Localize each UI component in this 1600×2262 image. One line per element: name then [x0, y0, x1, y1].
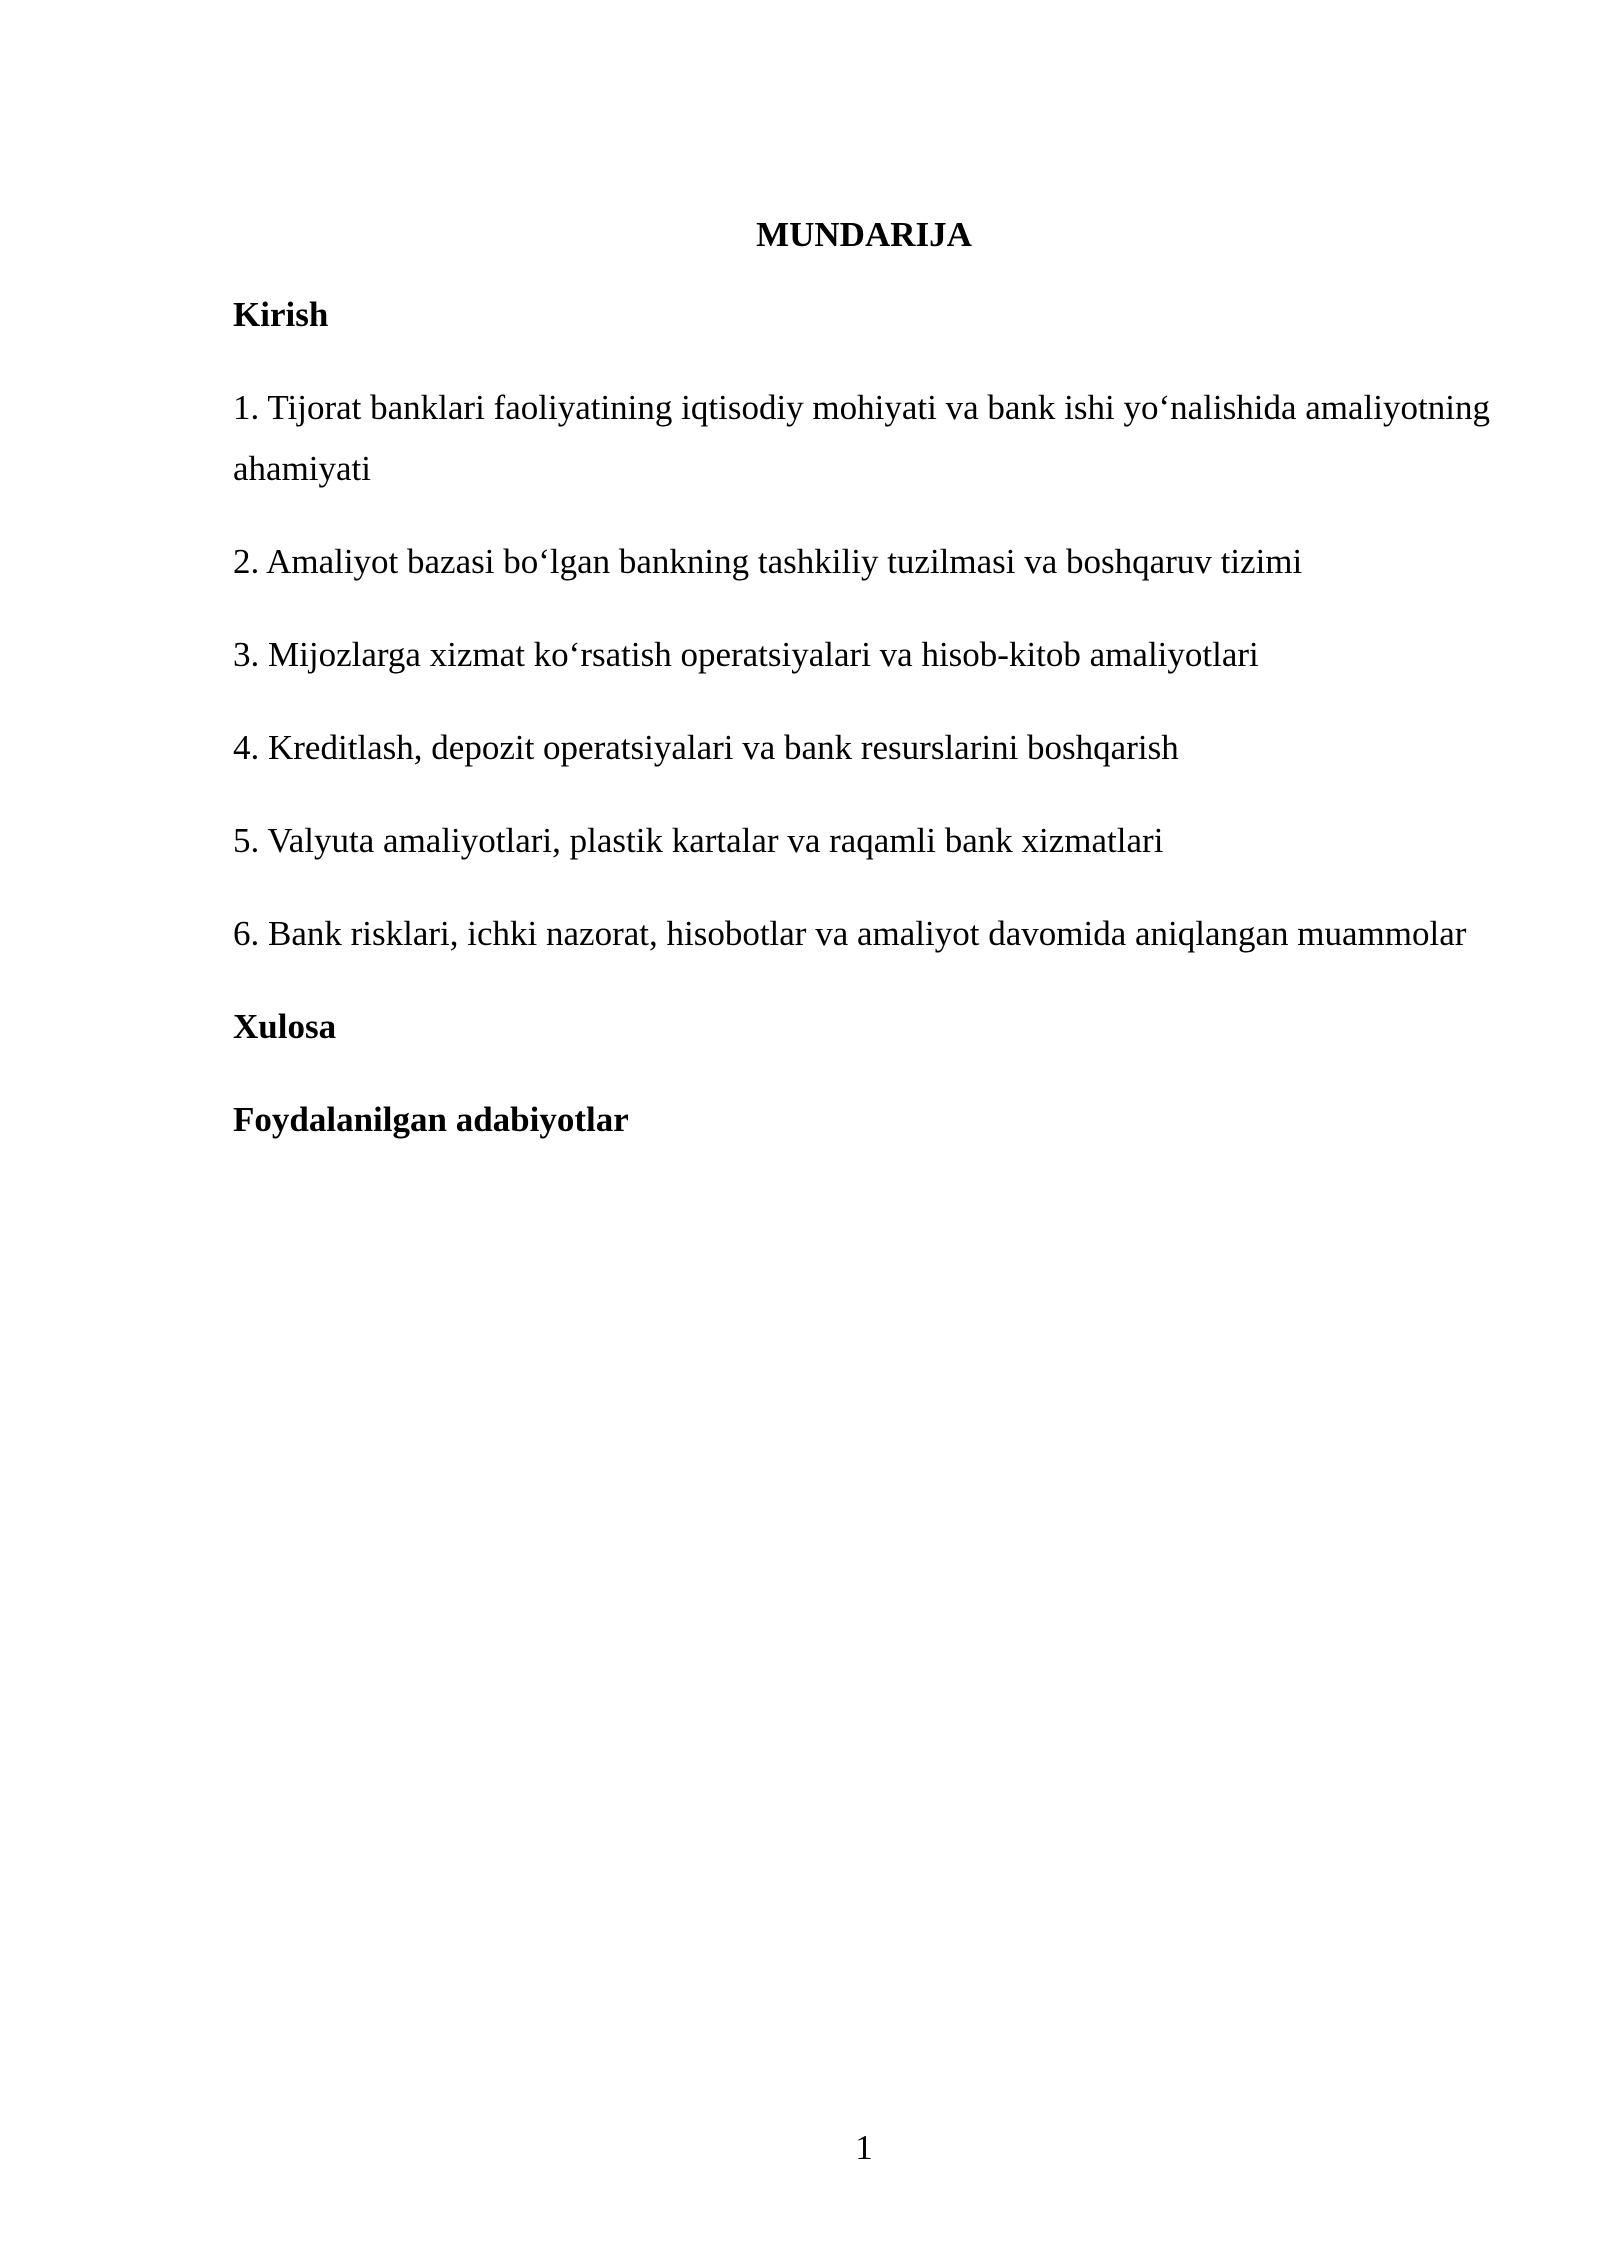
toc-item-5: 5. Valyuta amaliyotlari, plastik kartalar va raqamli bank xizmatlari — [233, 821, 1164, 860]
section-xulosa: Xulosa — [233, 1007, 337, 1046]
toc-item-4: 4. Kreditlash, depozit operatsiyalari va bank resurslarini boshqarish — [233, 728, 1179, 767]
section-adabiyotlar: Foydalanilgan adabiyotlar — [233, 1100, 629, 1139]
toc-item-6: 6. Bank risklari, ichki nazorat, hisobotlar va amaliyot davomida aniqlangan muammolar — [233, 914, 1467, 953]
page-title: MUNDARIJA — [756, 215, 972, 254]
section-kirish: Kirish — [233, 295, 329, 334]
page-number: 1 — [855, 2128, 873, 2167]
toc-item-3: 3. Mijozlarga xizmat ko‘rsatish operatsiyalari va hisob-kitob amaliyotlari — [233, 635, 1259, 674]
toc-content — [233, 204, 1495, 1182]
toc-item-1: 1. Tijorat banklari faoliyatining iqtisodiy mohiyati va bank ishi yo‘nalishida amaliyotning ahamiyati — [233, 388, 1490, 488]
toc-item-2: 2. Amaliyot bazasi bo‘lgan bankning tashkiliy tuzilmasi va boshqaruv tizimi — [233, 542, 1303, 581]
